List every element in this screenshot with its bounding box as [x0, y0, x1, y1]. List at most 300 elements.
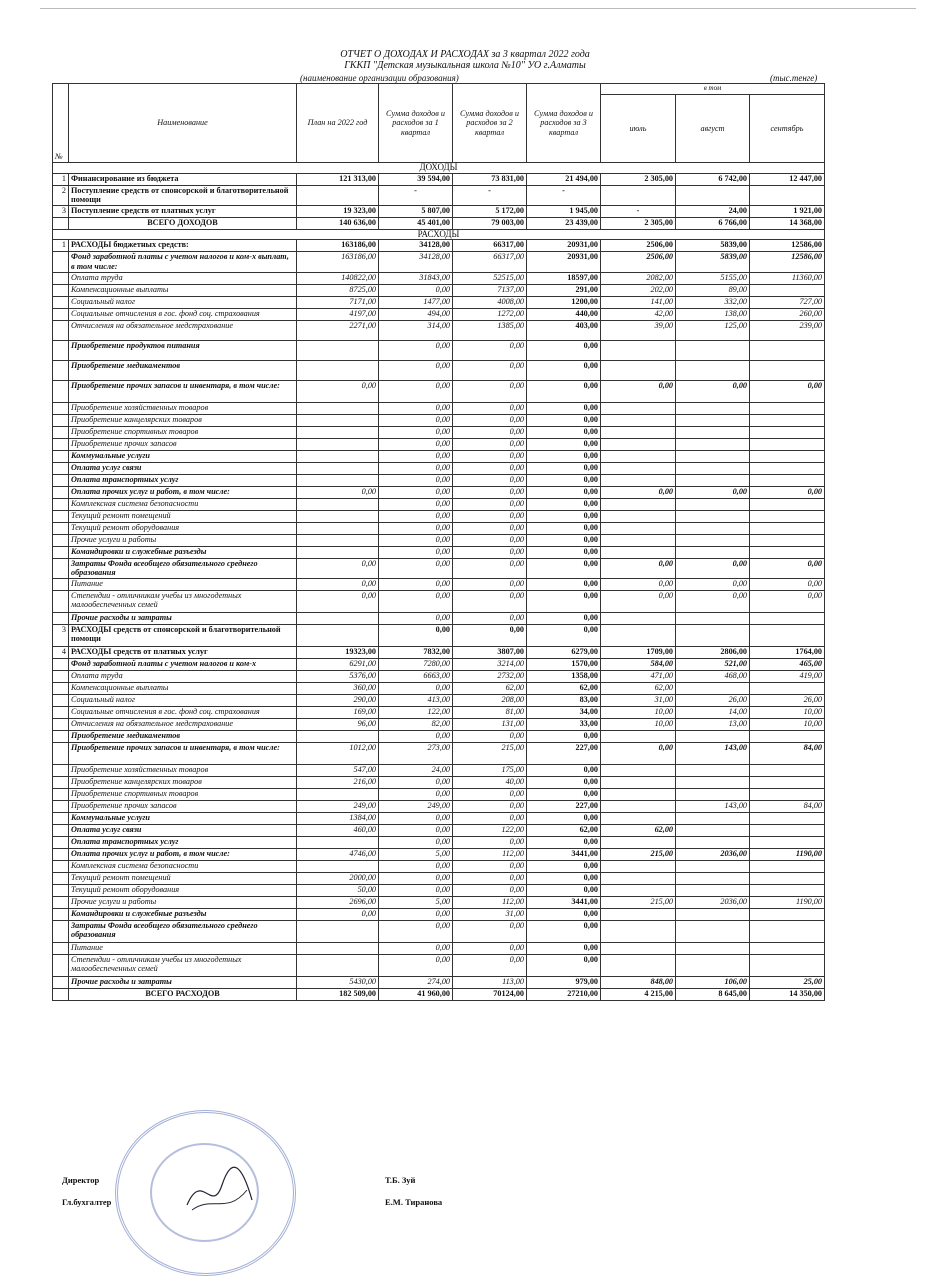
row-number: 2: [53, 185, 69, 205]
value-cell: [750, 340, 825, 360]
value-cell: 0,00: [379, 426, 453, 438]
value-cell: 1385,00: [453, 320, 527, 340]
value-cell: [601, 908, 676, 920]
row-name: Приобретение прочих запасов: [69, 438, 297, 450]
value-cell: [601, 612, 676, 624]
value-cell: 0,00: [453, 788, 527, 800]
value-cell: 0,00: [453, 546, 527, 558]
row-name: ВСЕГО РАСХОДОВ: [69, 988, 297, 1000]
value-cell: 5 807,00: [379, 205, 453, 217]
row-name: Затраты Фонда всеобщего обязательного среднего образования: [69, 558, 297, 578]
value-cell: 14,00: [676, 706, 750, 718]
value-cell: [297, 450, 379, 462]
value-cell: [676, 340, 750, 360]
value-cell: [601, 450, 676, 462]
row-name: Приобретение спортивных товаров: [69, 788, 297, 800]
row-number: 3: [53, 205, 69, 217]
value-cell: 360,00: [297, 682, 379, 694]
value-cell: 169,00: [297, 706, 379, 718]
value-cell: 0,00: [750, 590, 825, 612]
value-cell: 12586,00: [750, 252, 825, 272]
value-cell: 0,00: [453, 872, 527, 884]
value-cell: 202,00: [601, 284, 676, 296]
value-cell: 2271,00: [297, 320, 379, 340]
income-section-header-label: ДОХОДЫ: [53, 163, 825, 174]
row-name: Приобретение продуктов питания: [69, 340, 297, 360]
row-number: [53, 812, 69, 824]
value-cell: 26,00: [676, 694, 750, 706]
value-cell: [297, 788, 379, 800]
row-name: Приобретение хозяйственных товаров: [69, 764, 297, 776]
value-cell: 0,00: [379, 590, 453, 612]
row-number: [53, 670, 69, 682]
value-cell: 125,00: [676, 320, 750, 340]
value-cell: 0,00: [527, 462, 601, 474]
value-cell: 0,00: [527, 942, 601, 954]
expense-row: [53, 438, 825, 450]
row-number: [53, 360, 69, 380]
value-cell: 0,00: [379, 558, 453, 578]
value-cell: [750, 498, 825, 510]
value-cell: 41 960,00: [379, 988, 453, 1000]
value-cell: [750, 908, 825, 920]
value-cell: 83,00: [527, 694, 601, 706]
row-name: Оплата услуг связи: [69, 462, 297, 474]
row-name: Коммунальные услуги: [69, 812, 297, 824]
row-name: Степендии - отличникам учебы из многодетных малообеспеченных семей: [69, 590, 297, 612]
value-cell: [601, 185, 676, 205]
value-cell: -: [453, 185, 527, 205]
value-cell: 20931,00: [527, 252, 601, 272]
expense-row: [53, 920, 825, 942]
value-cell: [750, 284, 825, 296]
value-cell: 39,00: [601, 320, 676, 340]
expense-row: [53, 474, 825, 486]
expense-row: [53, 450, 825, 462]
value-cell: 23 439,00: [527, 217, 601, 229]
value-cell: 0,00: [676, 558, 750, 578]
value-cell: [750, 836, 825, 848]
row-number: 3: [53, 624, 69, 646]
organization-caption: (наименование организации образования): [300, 73, 459, 83]
row-name: Текущий ремонт помещений: [69, 510, 297, 522]
income-row: [53, 205, 825, 217]
row-name: Социальные отчисления в гос. фонд соц. страхования: [69, 308, 297, 320]
header-august: август: [676, 94, 750, 162]
value-cell: 0,00: [379, 954, 453, 976]
row-number: [53, 824, 69, 836]
value-cell: 2036,00: [676, 848, 750, 860]
row-number: [53, 426, 69, 438]
row-name: Прочие расходы и затраты: [69, 612, 297, 624]
value-cell: [601, 942, 676, 954]
value-cell: 113,00: [453, 976, 527, 988]
expense-row: [53, 860, 825, 872]
value-cell: 2506,00: [601, 252, 676, 272]
expense-row: [53, 836, 825, 848]
row-name: Питание: [69, 578, 297, 590]
value-cell: [750, 438, 825, 450]
expense-row: [53, 896, 825, 908]
accountant-name: Е.М. Тиранова: [385, 1197, 443, 1207]
value-cell: 0,00: [379, 546, 453, 558]
row-name: Комплексная система безопасности: [69, 498, 297, 510]
row-number: [53, 522, 69, 534]
row-name: Питание: [69, 942, 297, 954]
expense-row: [53, 590, 825, 612]
value-cell: [601, 546, 676, 558]
expense-row: [53, 360, 825, 380]
value-cell: 0,00: [527, 414, 601, 426]
value-cell: 0,00: [527, 884, 601, 896]
value-cell: 0,00: [453, 414, 527, 426]
value-cell: 0,00: [453, 860, 527, 872]
value-cell: [676, 510, 750, 522]
value-cell: 140822,00: [297, 272, 379, 284]
value-cell: 465,00: [750, 658, 825, 670]
row-name: Прочие услуги и работы: [69, 534, 297, 546]
value-cell: 0,00: [379, 884, 453, 896]
value-cell: 2082,00: [601, 272, 676, 284]
value-cell: 0,00: [379, 872, 453, 884]
value-cell: [297, 402, 379, 414]
value-cell: -: [379, 185, 453, 205]
value-cell: 6663,00: [379, 670, 453, 682]
value-cell: 1190,00: [750, 848, 825, 860]
expense-row: [53, 578, 825, 590]
value-cell: 979,00: [527, 976, 601, 988]
value-cell: 13,00: [676, 718, 750, 730]
value-cell: [676, 462, 750, 474]
value-cell: 6291,00: [297, 658, 379, 670]
value-cell: 0,00: [379, 438, 453, 450]
value-cell: [676, 836, 750, 848]
value-cell: 50,00: [297, 884, 379, 896]
value-cell: [601, 860, 676, 872]
row-name: Социальные отчисления в гос. фонд соц. страхования: [69, 706, 297, 718]
row-number: [53, 658, 69, 670]
value-cell: 5376,00: [297, 670, 379, 682]
value-cell: [676, 450, 750, 462]
value-cell: [601, 414, 676, 426]
row-name: Текущий ремонт помещений: [69, 872, 297, 884]
row-name: Поступление средств от спонсорской и благотворительной помощи: [69, 185, 297, 205]
value-cell: [601, 522, 676, 534]
value-cell: 0,00: [453, 534, 527, 546]
value-cell: 0,00: [379, 284, 453, 296]
value-cell: 5430,00: [297, 976, 379, 988]
value-cell: [297, 426, 379, 438]
value-cell: 0,00: [453, 522, 527, 534]
value-cell: [601, 462, 676, 474]
expense-row: [53, 908, 825, 920]
row-number: [53, 558, 69, 578]
report-table: [52, 83, 825, 1001]
value-cell: [676, 824, 750, 836]
value-cell: [676, 908, 750, 920]
value-cell: 0,00: [379, 776, 453, 788]
value-cell: 0,00: [527, 522, 601, 534]
row-name: Компенсационные выплаты: [69, 284, 297, 296]
expense-row: [53, 284, 825, 296]
row-number: [53, 954, 69, 976]
value-cell: 0,00: [527, 498, 601, 510]
row-name: Приобретение хозяйственных товаров: [69, 402, 297, 414]
value-cell: [601, 402, 676, 414]
value-cell: [297, 360, 379, 380]
value-cell: 1272,00: [453, 308, 527, 320]
row-number: [53, 706, 69, 718]
value-cell: 440,00: [527, 308, 601, 320]
value-cell: 0,00: [527, 534, 601, 546]
row-number: [53, 682, 69, 694]
value-cell: 20931,00: [527, 240, 601, 252]
value-cell: [676, 624, 750, 646]
expense-row: [53, 340, 825, 360]
expense-row: [53, 646, 825, 658]
row-name: ВСЕГО ДОХОДОВ: [69, 217, 297, 229]
row-name: Фонд заработной платы с учетом налогов и ком-х: [69, 658, 297, 670]
value-cell: 106,00: [676, 976, 750, 988]
row-number: [53, 296, 69, 308]
value-cell: 3807,00: [453, 646, 527, 658]
row-name: Комплексная система безопасности: [69, 860, 297, 872]
value-cell: 0,00: [453, 450, 527, 462]
value-cell: 0,00: [453, 438, 527, 450]
value-cell: 0,00: [527, 426, 601, 438]
value-cell: 0,00: [379, 860, 453, 872]
value-cell: [676, 402, 750, 414]
value-cell: 42,00: [601, 308, 676, 320]
top-rule: [40, 8, 916, 9]
value-cell: [676, 942, 750, 954]
row-number: [53, 908, 69, 920]
row-name: Приобретение канцелярских товаров: [69, 776, 297, 788]
value-cell: 4 215,00: [601, 988, 676, 1000]
value-cell: [750, 872, 825, 884]
value-cell: 0,00: [750, 486, 825, 498]
value-cell: [676, 954, 750, 976]
value-cell: 0,00: [527, 730, 601, 742]
director-label: Директор: [62, 1175, 100, 1185]
row-number: [53, 718, 69, 730]
row-name: Текущий ремонт оборудования: [69, 522, 297, 534]
value-cell: 0,00: [527, 836, 601, 848]
value-cell: 5839,00: [676, 240, 750, 252]
value-cell: [601, 340, 676, 360]
value-cell: 0,00: [527, 438, 601, 450]
value-cell: 0,00: [453, 624, 527, 646]
row-name: Оплата прочих услуг и работ, в том числе:: [69, 848, 297, 860]
value-cell: 227,00: [527, 742, 601, 764]
value-cell: 848,00: [601, 976, 676, 988]
row-number: [53, 742, 69, 764]
expense-row: [53, 296, 825, 308]
value-cell: 0,00: [379, 414, 453, 426]
value-cell: 419,00: [750, 670, 825, 682]
value-cell: 8725,00: [297, 284, 379, 296]
value-cell: 70124,00: [453, 988, 527, 1000]
value-cell: 0,00: [676, 578, 750, 590]
header-num: №: [53, 84, 69, 163]
value-cell: 0,00: [453, 612, 527, 624]
value-cell: [297, 730, 379, 742]
row-name: Приобретение прочих запасов: [69, 800, 297, 812]
value-cell: 413,00: [379, 694, 453, 706]
value-cell: 143,00: [676, 742, 750, 764]
value-cell: 0,00: [379, 624, 453, 646]
value-cell: [297, 942, 379, 954]
expense-row: [53, 546, 825, 558]
value-cell: 0,00: [379, 360, 453, 380]
value-cell: 0,00: [527, 546, 601, 558]
value-cell: 140 636,00: [297, 217, 379, 229]
signature-scribble: [182, 1160, 257, 1220]
expense-row: [53, 942, 825, 954]
value-cell: 0,00: [527, 624, 601, 646]
value-cell: 12586,00: [750, 240, 825, 252]
value-cell: 0,00: [527, 402, 601, 414]
value-cell: 141,00: [601, 296, 676, 308]
expense-row: [53, 534, 825, 546]
value-cell: 31843,00: [379, 272, 453, 284]
value-cell: [297, 474, 379, 486]
row-number: [53, 872, 69, 884]
value-cell: 0,00: [379, 462, 453, 474]
value-cell: [297, 860, 379, 872]
value-cell: 1012,00: [297, 742, 379, 764]
value-cell: 0,00: [453, 474, 527, 486]
value-cell: 0,00: [297, 578, 379, 590]
value-cell: 26,00: [750, 694, 825, 706]
expense-row: [53, 824, 825, 836]
row-number: [53, 988, 69, 1000]
value-cell: 0,00: [527, 788, 601, 800]
expense-row: [53, 812, 825, 824]
value-cell: [601, 872, 676, 884]
value-cell: 0,00: [527, 380, 601, 402]
row-number: [53, 860, 69, 872]
value-cell: [297, 612, 379, 624]
row-number: [53, 340, 69, 360]
value-cell: 547,00: [297, 764, 379, 776]
row-name: Оплата прочих услуг и работ, в том числе:: [69, 486, 297, 498]
value-cell: [601, 510, 676, 522]
value-cell: [676, 426, 750, 438]
value-cell: 249,00: [379, 800, 453, 812]
value-cell: [750, 954, 825, 976]
value-cell: 18597,00: [527, 272, 601, 284]
header-september: сентябрь: [750, 94, 825, 162]
value-cell: 10,00: [750, 718, 825, 730]
value-cell: [676, 788, 750, 800]
row-name: РАСХОДЫ средств от платных услуг: [69, 646, 297, 658]
income-row: [53, 173, 825, 185]
income-section-header: [53, 163, 825, 174]
value-cell: 84,00: [750, 742, 825, 764]
value-cell: [297, 954, 379, 976]
value-cell: 2000,00: [297, 872, 379, 884]
row-number: [53, 578, 69, 590]
expense-row: [53, 510, 825, 522]
value-cell: 227,00: [527, 800, 601, 812]
value-cell: [750, 402, 825, 414]
value-cell: 0,00: [453, 590, 527, 612]
value-cell: 0,00: [527, 764, 601, 776]
value-cell: 33,00: [527, 718, 601, 730]
value-cell: 0,00: [601, 486, 676, 498]
value-cell: 21 494,00: [527, 173, 601, 185]
units-label: (тыс.тенге): [770, 73, 818, 83]
value-cell: [297, 522, 379, 534]
value-cell: 0,00: [379, 920, 453, 942]
value-cell: -: [601, 205, 676, 217]
value-cell: 3214,00: [453, 658, 527, 670]
value-cell: 0,00: [453, 426, 527, 438]
row-name: Приобретение медикаментов: [69, 730, 297, 742]
value-cell: [676, 764, 750, 776]
value-cell: 0,00: [527, 776, 601, 788]
value-cell: 0,00: [453, 462, 527, 474]
row-name: Затраты Фонда всеобщего обязательного среднего образования: [69, 920, 297, 942]
value-cell: [676, 522, 750, 534]
value-cell: [676, 498, 750, 510]
value-cell: [297, 438, 379, 450]
row-number: [53, 942, 69, 954]
row-number: [53, 284, 69, 296]
value-cell: 0,00: [297, 486, 379, 498]
value-cell: [676, 414, 750, 426]
value-cell: 0,00: [527, 872, 601, 884]
value-cell: 163186,00: [297, 252, 379, 272]
row-number: [53, 252, 69, 272]
row-name: Финансирование из бюджета: [69, 173, 297, 185]
value-cell: -: [527, 185, 601, 205]
value-cell: 175,00: [453, 764, 527, 776]
value-cell: 0,00: [379, 486, 453, 498]
expense-row: [53, 694, 825, 706]
value-cell: 471,00: [601, 670, 676, 682]
value-cell: 0,00: [453, 578, 527, 590]
value-cell: 0,00: [379, 498, 453, 510]
value-cell: [601, 788, 676, 800]
value-cell: [601, 438, 676, 450]
value-cell: 89,00: [676, 284, 750, 296]
value-cell: [297, 340, 379, 360]
value-cell: 121 313,00: [297, 173, 379, 185]
expense-row: [53, 308, 825, 320]
row-number: [53, 694, 69, 706]
value-cell: 0,00: [527, 510, 601, 522]
value-cell: 0,00: [379, 402, 453, 414]
row-number: 1: [53, 173, 69, 185]
value-cell: 273,00: [379, 742, 453, 764]
expense-row: [53, 240, 825, 252]
value-cell: 1709,00: [601, 646, 676, 658]
value-cell: 3441,00: [527, 896, 601, 908]
director-name: Т.Б. Зуй: [385, 1175, 416, 1185]
expense-total-row: [53, 988, 825, 1000]
value-cell: 1477,00: [379, 296, 453, 308]
value-cell: 62,00: [453, 682, 527, 694]
value-cell: 3441,00: [527, 848, 601, 860]
expense-row: [53, 498, 825, 510]
value-cell: 0,00: [453, 380, 527, 402]
row-name: Оплата услуг связи: [69, 824, 297, 836]
value-cell: [601, 360, 676, 380]
value-cell: 239,00: [750, 320, 825, 340]
value-cell: 0,00: [750, 578, 825, 590]
